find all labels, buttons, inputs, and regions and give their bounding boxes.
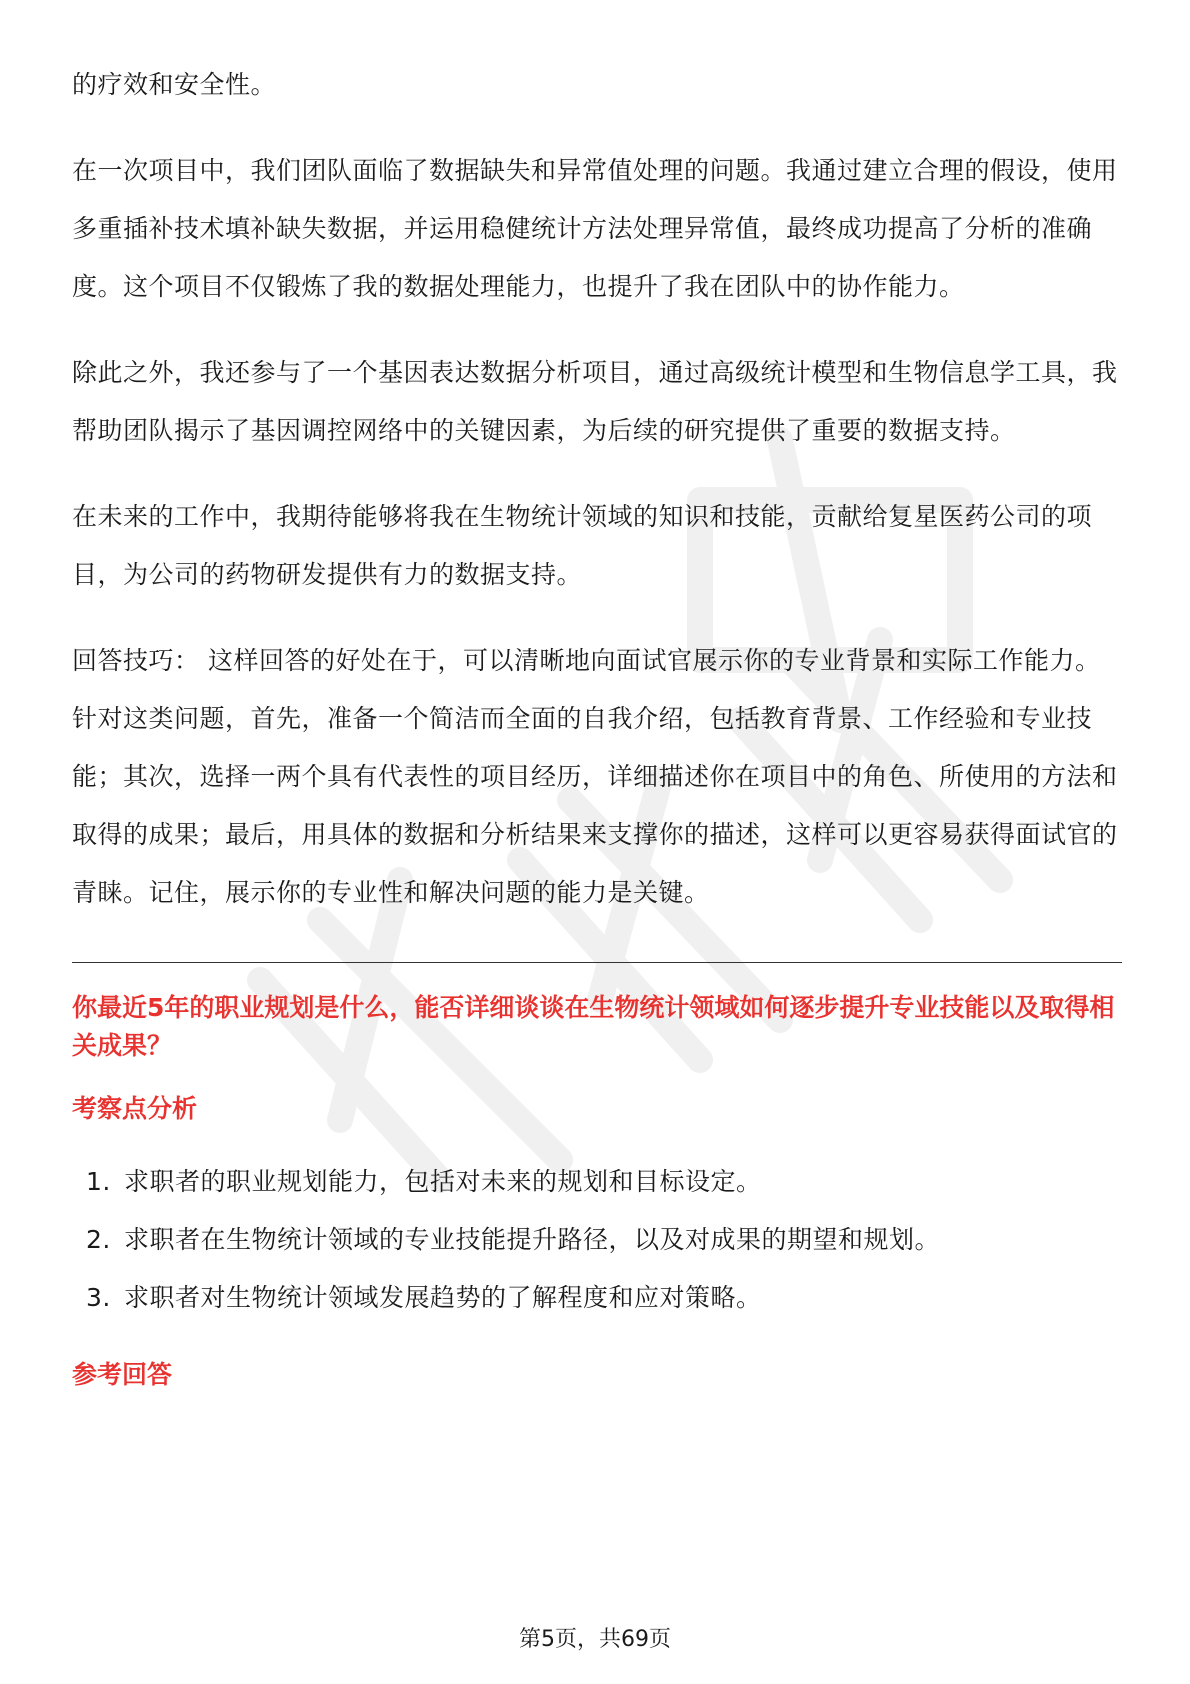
list-item <box>72 1153 1122 1211</box>
analysis-list <box>72 1153 1122 1327</box>
paragraph-3: 除此之外，我还参与了一个基因表达数据分析项目，通过高级统计模型和生物信息学工具，我帮助团队揭示了基因调控网络中的关键因素，为后续的研究提供了重要的数据支持。 <box>72 358 1118 445</box>
page-footer: 第5页，共69页 <box>519 1627 671 1652</box>
interview-question: 你最近5年的职业规划是什么，能否详细谈谈在生物统计领域如何逐步提升专业技能以及取得相关成果？ <box>72 993 1115 1060</box>
paragraph-answer-tips: 回答技巧： 这样回答的好处在于，可以清晰地向面试官展示你的专业背景和实际工作能力。针对这类问题，首先，准备一个简洁而全面的自我介绍，包括教育背景、工作经验和专业技能；其次，选择一两个具有代表性的项目经历，详细描述你在项目中的角色、所使用的方法和取得的成果；最后，用具体的数据和分析结果来支撑你的描述，这样可以更容易获得面试官的青睐。记住，展示你的专业性和解决问题的能力是关键。 <box>72 646 1118 907</box>
list-item-text: 求职者的职业规划能力，包括对未来的规划和目标设定。 <box>124 1167 762 1196</box>
list-item <box>72 1269 1122 1327</box>
list-item-number: 1. <box>86 1167 111 1196</box>
list-item-text: 求职者在生物统计领域的专业技能提升路径，以及对成果的期望和规划。 <box>124 1225 941 1254</box>
paragraph-4: 在未来的工作中，我期待能够将我在生物统计领域的知识和技能，贡献给复星医药公司的项目，为公司的药物研发提供有力的数据支持。 <box>72 502 1093 589</box>
main-content <box>72 56 1122 1419</box>
list-item-number: 2. <box>86 1225 111 1254</box>
list-item-text: 求职者对生物统计领域发展趋势的了解程度和应对策略。 <box>124 1283 762 1312</box>
list-item-number: 3. <box>86 1283 111 1312</box>
paragraph-2: 在一次项目中，我们团队面临了数据缺失和异常值处理的问题。我通过建立合理的假设，使用多重插补技术填补缺失数据，并运用稳健统计方法处理异常值，最终成功提高了分析的准确度。这个项目不仅锻炼了我的数据处理能力，也提升了我在团队中的协作能力。 <box>72 156 1118 301</box>
paragraph-1: 的疗效和安全性。 <box>72 70 277 99</box>
list-item <box>72 1211 1122 1269</box>
reference-answer-heading: 参考回答 <box>72 1360 173 1389</box>
analysis-heading: 考察点分析 <box>72 1094 198 1123</box>
section-divider <box>72 962 1122 963</box>
